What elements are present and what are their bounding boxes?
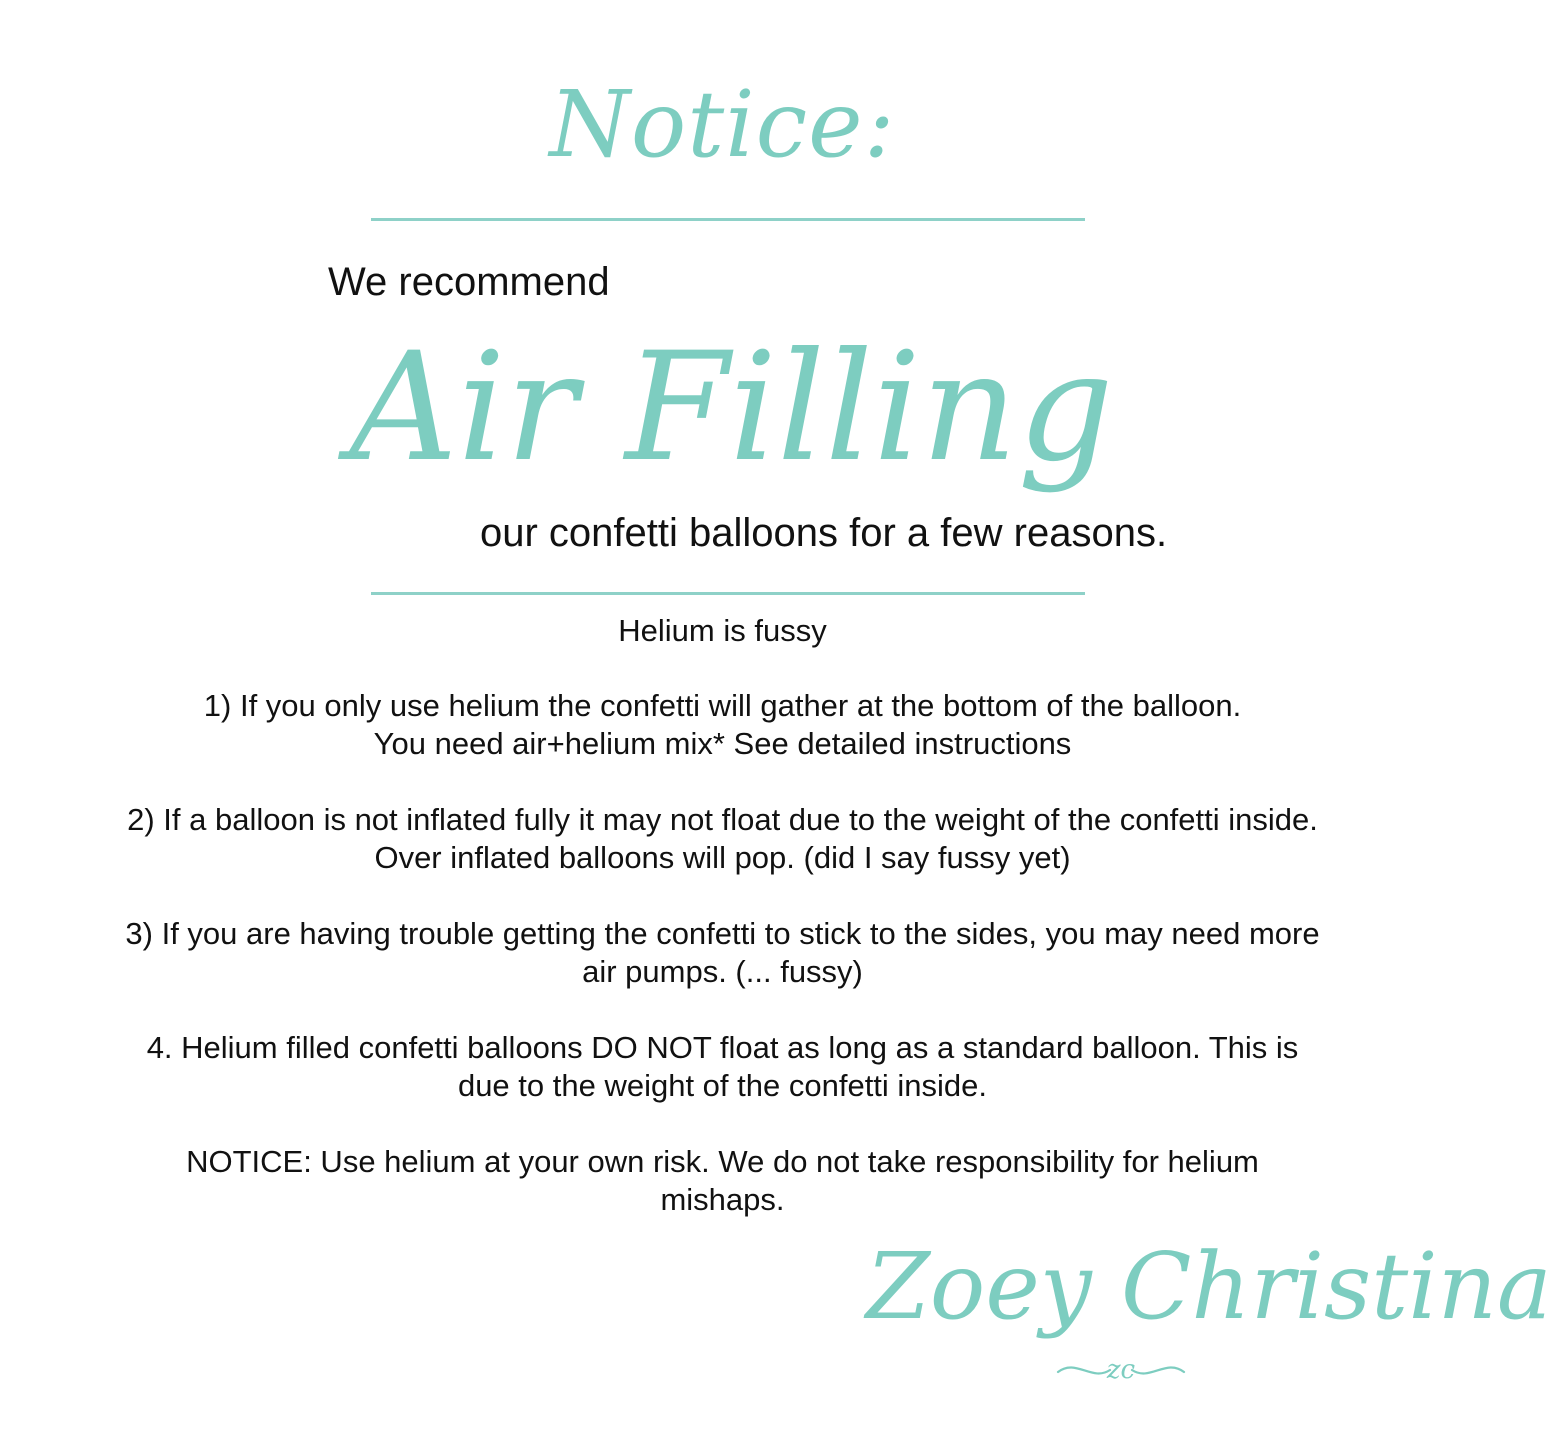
reason-item-4 (40, 1029, 1405, 1105)
signature-name: Zoey Christina (866, 1233, 1552, 1340)
reason-item-2-line-2: Over inflated balloons will pop. (did I say fussy yet) (374, 840, 1071, 875)
notice-body (40, 612, 1405, 1257)
top-divider (371, 218, 1085, 221)
disclaimer (40, 1143, 1405, 1219)
reason-item-2 (40, 801, 1405, 877)
disclaimer-line-1: NOTICE: Use helium at your own risk. We do not take responsibility for helium (186, 1144, 1259, 1179)
reason-item-3-line-2: air pumps. (... fussy) (582, 954, 863, 989)
reason-item-4-line-1: 4. Helium filled confetti balloons DO NOT float as long as a standard balloon. This is (146, 1030, 1299, 1065)
notice-heading: Notice: (549, 71, 896, 178)
disclaimer-line-2: mishaps. (660, 1182, 785, 1217)
air-filling-heading: Air Filling (349, 321, 1114, 495)
reasons-text: our confetti balloons for a few reasons. (480, 511, 1168, 555)
brand-signature-logo (866, 1232, 1552, 1402)
recommend-text: We recommend (328, 260, 610, 304)
subtitle-helium-fussy: Helium is fussy (618, 613, 827, 648)
reason-item-1 (40, 687, 1405, 763)
reason-item-2-line-1: 2) If a balloon is not inflated fully it may not float due to the weight of the confetti inside. (127, 802, 1318, 837)
reason-item-3-line-1: 3) If you are having trouble getting the confetti to stick to the sides, you may need more (125, 916, 1320, 951)
reason-item-3 (40, 915, 1405, 991)
signature-monogram: zc (1106, 1355, 1136, 1385)
reason-item-4-line-2: due to the weight of the confetti inside. (457, 1068, 988, 1103)
reason-item-1-line-1: 1) If you only use helium the confetti will gather at the bottom of the balloon. (203, 688, 1242, 723)
bottom-divider (371, 592, 1085, 595)
reason-item-1-line-2: You need air+helium mix* See detailed instructions (373, 726, 1072, 761)
signature-flourish-icon (1056, 1344, 1186, 1394)
